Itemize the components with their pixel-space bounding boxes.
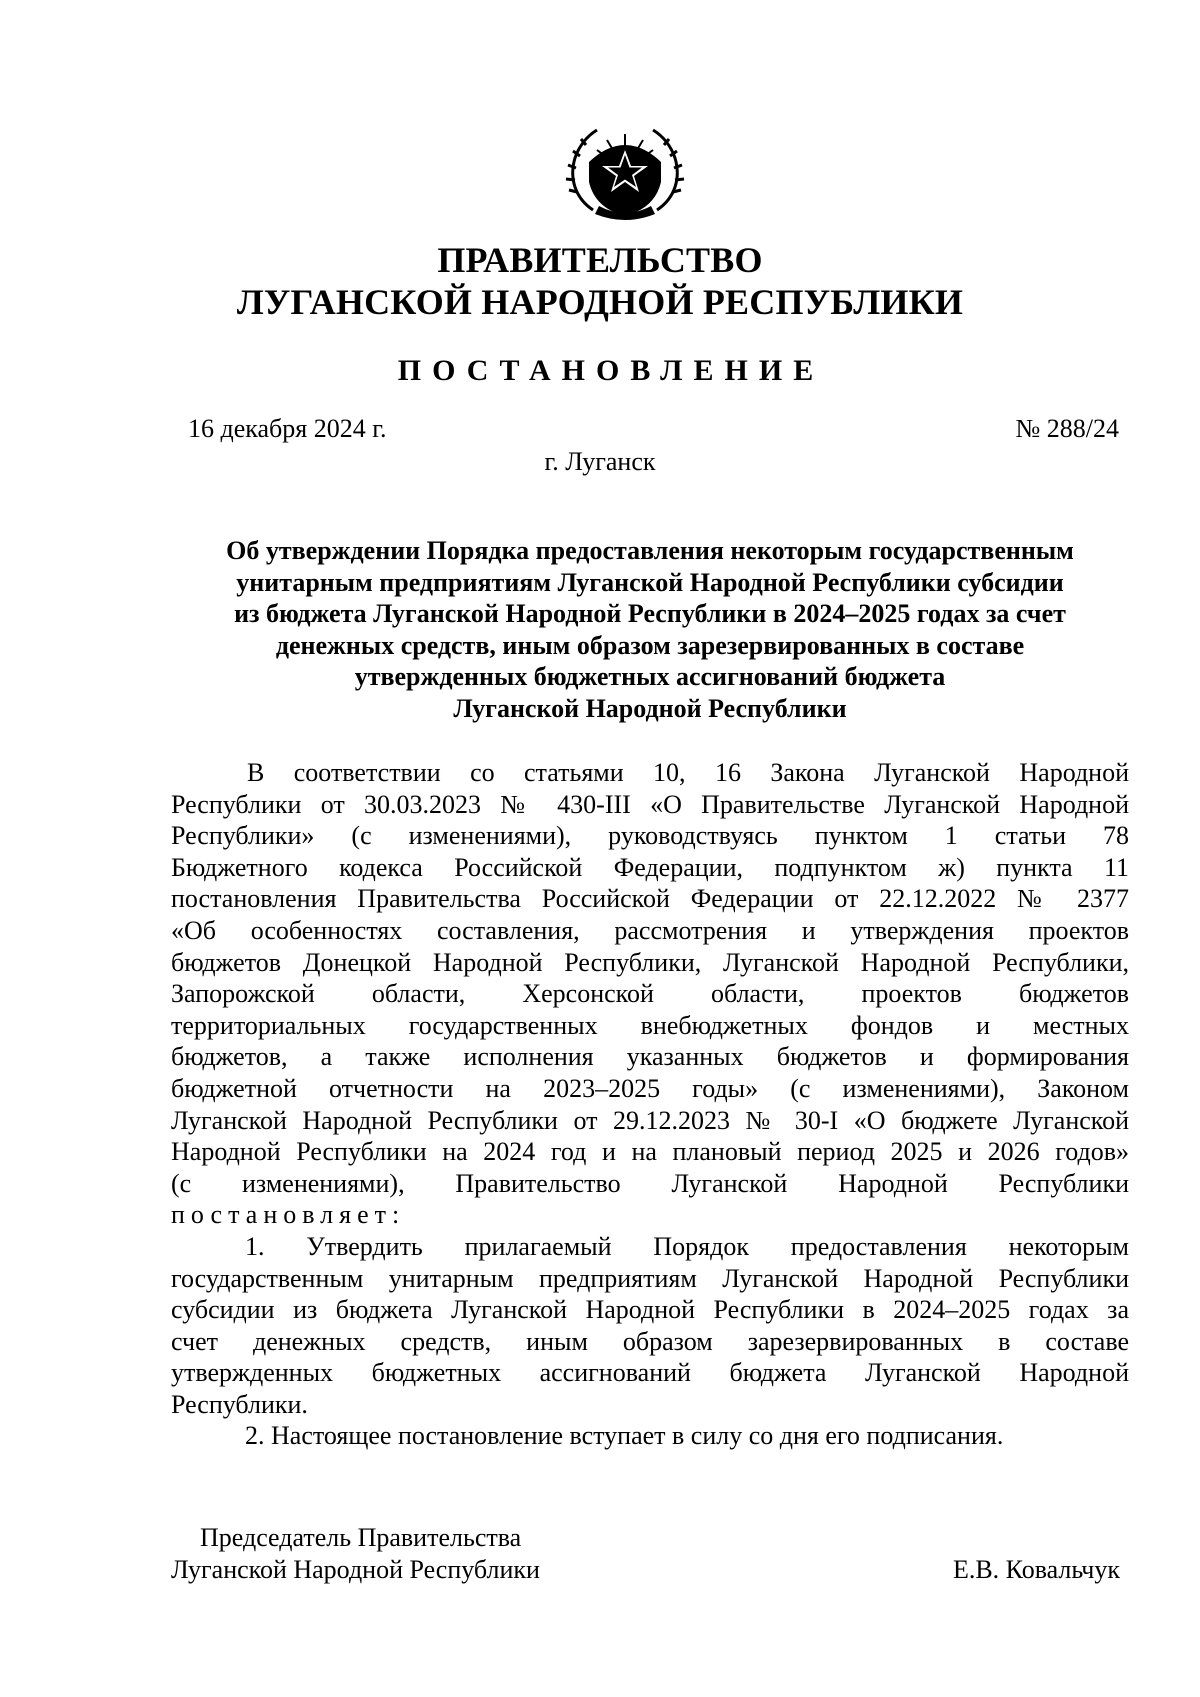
item2-line: 2. Настоящее постановление вступает в силу со дня его подписания. (245, 1421, 1004, 1451)
subject-line: Луганской Народной Республики (453, 693, 847, 723)
resolves-word: постановляет: (171, 1200, 406, 1230)
preamble-line: Республики» (с изменениями), руководствуясь пунктом 1 статьи 78 (171, 821, 1129, 851)
item1-line: государственным унитарным предприятиям Луганской Народной Республики (171, 1263, 1129, 1293)
preamble-line: Республики от 30.03.2023 № 430-III «О Правительстве Луганской Народной (171, 789, 1129, 819)
preamble-line: (с изменениями), Правительство Луганской Народной Республики (171, 1168, 1129, 1198)
document-body (171, 757, 1129, 1452)
preamble-line: В соответствии со статьями 10, 16 Закона Луганской Народной (247, 758, 1129, 787)
signatory-position-org: Луганской Народной Республики (171, 1555, 540, 1584)
subject-line: Об утверждении Порядка предоставления некоторым государственным (226, 536, 1074, 565)
item1-line: Республики. (171, 1389, 308, 1419)
subject-line: из бюджета Луганской Народной Республики в 2024–2025 годах за счет (234, 599, 1066, 628)
preamble-line: «Об особенностях составления, рассмотрения и утверждения проектов (171, 915, 1129, 945)
preamble-line: постановления Правительства Российской Федерации от 22.12.2022 № 2377 (171, 884, 1129, 914)
document-subject (170, 535, 1130, 724)
government-subtitle: ЛУГАНСКОЙ НАРОДНОЙ РЕСПУБЛИКИ (236, 282, 964, 322)
subject-line: утвержденных бюджетных ассигнований бюджета (354, 662, 946, 691)
preamble-line: Народной Республики на 2024 год и на плановый период 2025 и 2026 годов» (171, 1137, 1129, 1167)
preamble-line: территориальных государственных внебюджетных фондов и местных (171, 1010, 1129, 1040)
preamble-line: Бюджетного кодекса Российской Федерации, подпунктом ж) пункта 11 (171, 852, 1129, 882)
preamble-line: бюджетов, а также исполнения указанных бюджетов и формирования (171, 1042, 1129, 1072)
document-type: ПОСТАНОВЛЕНИЕ (397, 354, 825, 387)
preamble-line: Запорожской области, Херсонской области, проектов бюджетов (171, 979, 1129, 1009)
document-number: № 288/24 (1015, 414, 1119, 443)
coat-of-arms-icon (563, 122, 687, 222)
item1-line: субсидии из бюджета Луганской Народной Республики в 2024–2025 годах за (171, 1295, 1129, 1325)
signatory-position: Председатель Правительства (200, 1523, 522, 1552)
item1-line: утвержденных бюджетных ассигнований бюджета Луганской Народной (171, 1358, 1129, 1388)
item1-line: 1. Утвердить прилагаемый Порядок предоставления некоторым (245, 1231, 1129, 1261)
preamble-line: бюджетной отчетности на 2023–2025 годы» (с изменениями), Законом (171, 1073, 1129, 1103)
signatory-name: Е.В. Ковальчук (952, 1555, 1120, 1584)
document-date: 16 декабря 2024 г. (188, 414, 387, 443)
preamble-line: бюджетов Донецкой Народной Республики, Луганской Народной Республики, (171, 947, 1129, 977)
preamble-line: Луганской Народной Республики от 29.12.2023 № 30-I «О бюджете Луганской (171, 1105, 1129, 1135)
item1-line: счет денежных средств, иным образом зарезервированных в составе (171, 1326, 1129, 1356)
subject-line: денежных средств, иным образом зарезервированных в составе (275, 630, 1025, 660)
document-city: г. Луганск (544, 447, 656, 476)
government-title: ПРАВИТЕЛЬСТВО (437, 240, 763, 280)
subject-line: унитарным предприятиям Луганской Народной Республики субсидии (236, 567, 1064, 597)
